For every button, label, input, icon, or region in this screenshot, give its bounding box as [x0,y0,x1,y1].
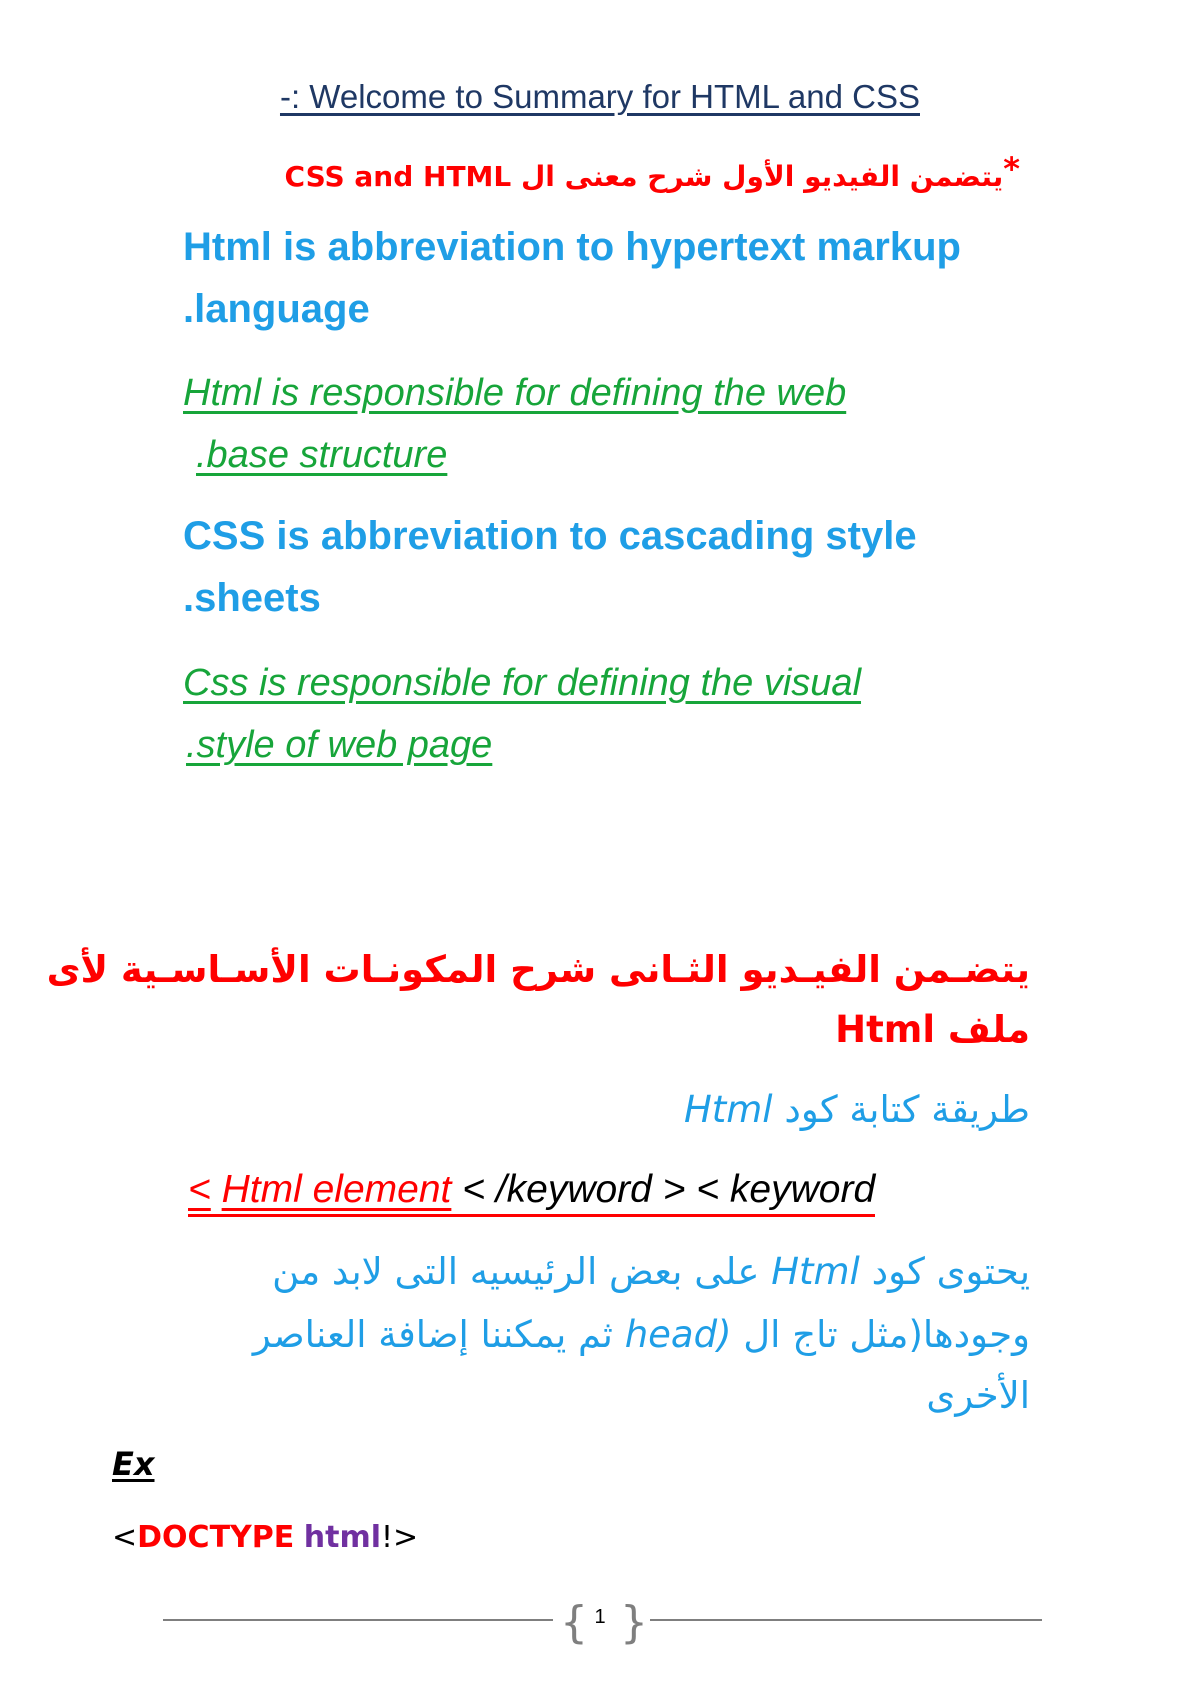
syntax-line [188,1168,875,1217]
example-label: Ex [112,1445,155,1483]
code-way-arabic: طريقة كتابة كود [784,1088,1030,1131]
css-definition-line2: .sheets [183,576,321,620]
video1-arabic: يتضمن الفيديو الأول شرح معنى ال [521,160,1004,193]
contains-l2-a: وجودها(مثل تاج ال [743,1313,1030,1356]
video2-english: Html [835,1008,936,1051]
css-role-line1: Css is responsible for defining the visual [183,662,862,704]
video2-arabic: ملف [947,1008,1030,1051]
contains-l2-en: (head [624,1313,732,1356]
doctype-keyword: DOCTYPE [137,1520,295,1555]
html-role-line1: Html is responsible for defining the web [183,372,847,414]
contains-l1-a: يحتوى كود [871,1250,1030,1293]
doctype-open: < [112,1520,138,1555]
doctype-line [112,1520,418,1555]
video1-heading [285,150,1020,193]
footer-brace-right: } [620,1597,648,1648]
code-way-english: Html [683,1088,773,1131]
html-role-line2: .base structure [196,434,448,476]
contains-line1 [272,1250,1030,1293]
syntax-open: < [188,1168,211,1211]
video2-heading-line2 [835,1008,1030,1051]
css-definition-line1: CSS is abbreviation to cascading style [183,514,917,558]
doctype-close: !> [381,1520,419,1555]
syntax-keywords: < /keyword > < keyword [451,1168,876,1211]
contains-line2 [253,1313,1030,1356]
html-definition-line1: Html is abbreviation to hypertext markup [183,225,961,269]
video2-heading-line1: يتضـمن الفيـديو الثـانى شرح المكونـات الأسـاسـية لأى [46,948,1030,991]
syntax-element: Html element [221,1168,452,1211]
code-way-line [684,1088,1030,1131]
footer-brace-left: { [560,1597,588,1648]
page-title: -: Welcome to Summary for HTML and CSS [279,78,920,115]
doctype-html-keyword: html [303,1520,382,1555]
contains-l1-en: Html [771,1250,860,1293]
contains-l1-b: على بعض الرئيسيه التى لابد من [272,1250,760,1293]
video1-english: CSS and HTML [284,160,512,193]
footer-rule-left [163,1619,553,1621]
contains-line3: الأخرى [926,1374,1030,1417]
footer-rule-right [650,1619,1042,1621]
contains-l2-b: ثم يمكننا إضافة العناصر [252,1313,613,1356]
video1-star: * [1003,150,1020,188]
html-definition-line2: .language [183,287,370,331]
css-role-line2: .style of web page [186,724,493,766]
page-number: 1 [594,1606,606,1628]
